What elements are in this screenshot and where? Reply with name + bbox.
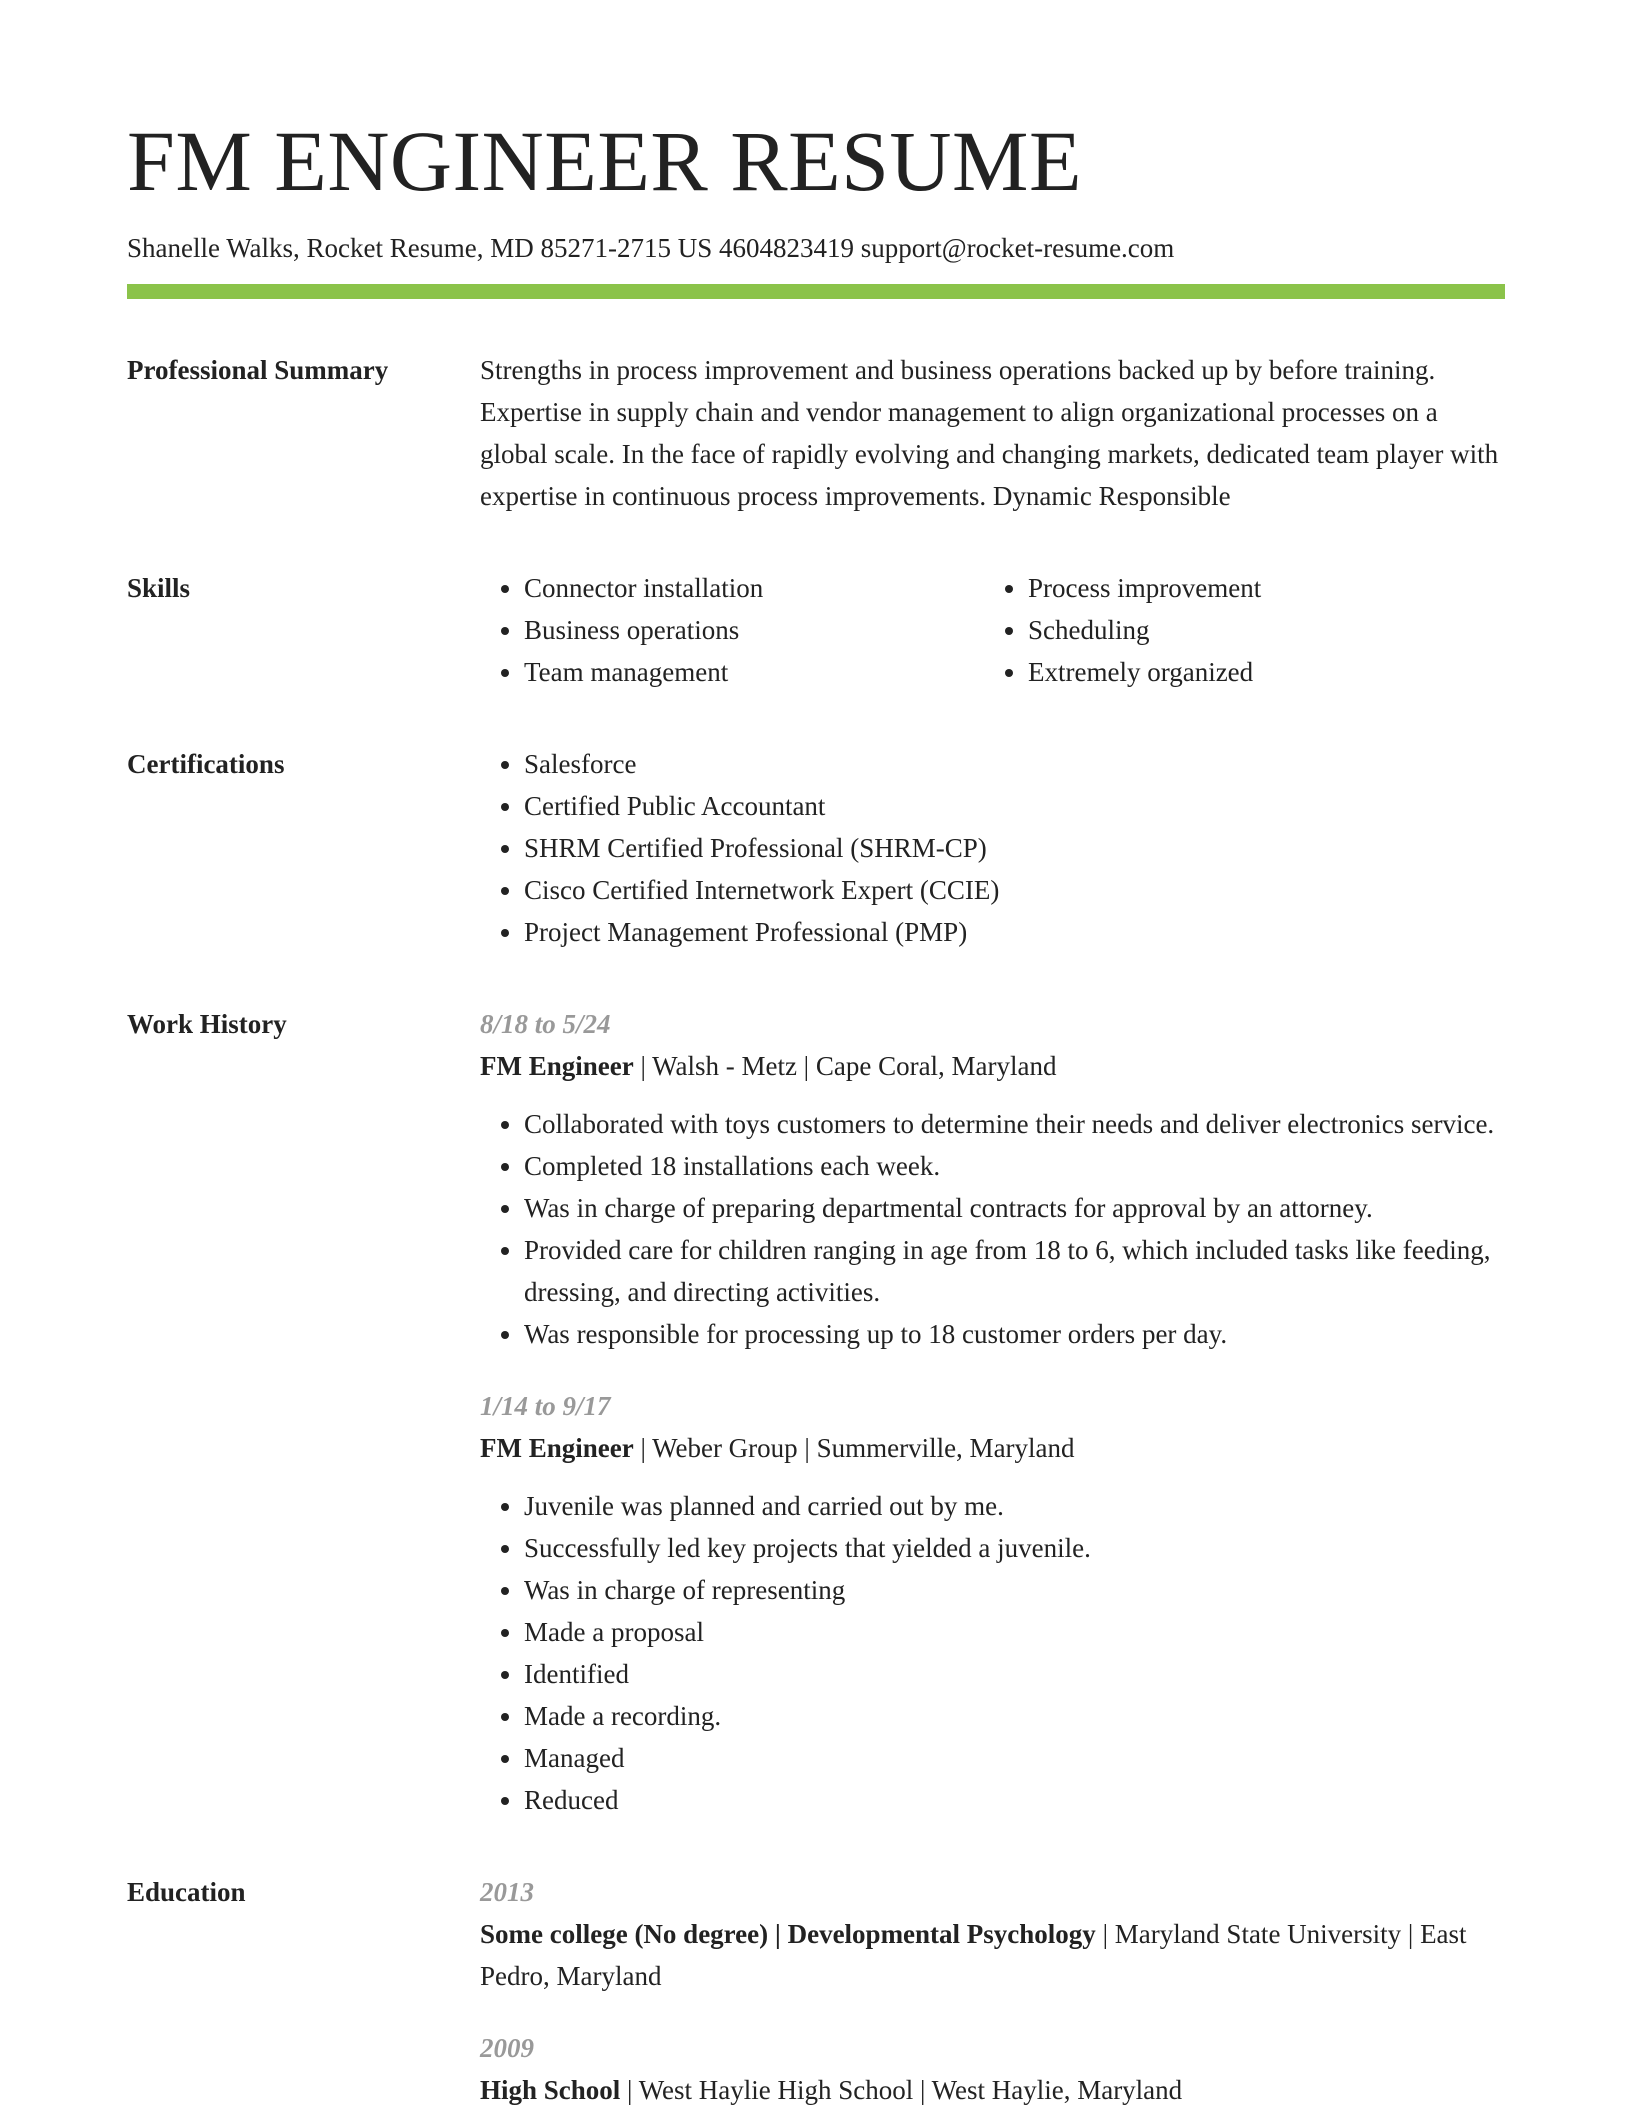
job-bullet: • Completed 18 installations each week. <box>524 1145 1505 1187</box>
skills-list-right <box>984 567 1488 693</box>
certification-item: • Certified Public Accountant <box>524 785 1505 827</box>
section-title-work-history: Work History <box>127 1009 287 1040</box>
work-history-section <box>127 1003 1505 1821</box>
job-entry <box>480 1385 1505 1821</box>
accent-divider <box>127 284 1505 299</box>
job-bullet: • Was in charge of preparing departmental contracts for approval by an attorney. <box>524 1187 1505 1229</box>
skill-item: • Connector installation <box>524 567 984 609</box>
job-entry <box>480 1003 1505 1355</box>
skill-item: • Business operations <box>524 609 984 651</box>
education-heading <box>480 2069 1505 2111</box>
education-section <box>127 1871 1505 2111</box>
education-entry <box>480 2027 1505 2111</box>
job-bullet: • Provided care for children ranging in age from 18 to 6, which included tasks like feeding, dressing, and directing activities. <box>524 1229 1505 1313</box>
job-bullets <box>480 1485 1505 1821</box>
resume-title: FM ENGINEER RESUME <box>127 113 1083 209</box>
summary-body <box>480 349 1505 517</box>
education-heading <box>480 1913 1505 1997</box>
job-bullet: • Managed <box>524 1737 1505 1779</box>
job-dates: 1/14 to 9/17 <box>480 1391 611 1422</box>
certification-item: • Cisco Certified Internetwork Expert (CCIE) <box>524 869 1505 911</box>
education-entry <box>480 1871 1505 1997</box>
certification-item: • Project Management Professional (PMP) <box>524 911 1505 953</box>
education-degree: Some college (No degree) | Developmental Psychology <box>480 1919 1096 1950</box>
job-employer: | Weber Group | Summerville, Maryland <box>633 1433 1075 1464</box>
job-bullet: • Collaborated with toys customers to determine their needs and deliver electronics service. <box>524 1103 1505 1145</box>
section-title-skills: Skills <box>127 573 191 604</box>
skill-item: • Extremely organized <box>1028 651 1488 693</box>
section-title-summary: Professional Summary <box>127 355 389 386</box>
section-title-education: Education <box>127 1877 246 1908</box>
skills-list-left <box>480 567 984 693</box>
education-school: | West Haylie High School | West Haylie, Maryland <box>620 2075 1183 2106</box>
contact-line: Shanelle Walks, Rocket Resume, MD 85271-2715 US 4604823419 support@rocket-resume.com <box>127 233 1175 263</box>
job-bullet: • Was in charge of representing <box>524 1569 1505 1611</box>
education-degree: High School <box>480 2075 621 2106</box>
work-history-body <box>480 1003 1505 1821</box>
education-body <box>480 1871 1505 2111</box>
job-bullets <box>480 1103 1505 1355</box>
summary-text: Strengths in process improvement and business operations backed up by before training. Expertise in supply chain and vendor management to align organizational processes on a global scale. In the face of rapidly evolving and changing markets, dedicated team player with expertise in continuous process improvements. Dynamic Responsible <box>480 355 1499 512</box>
certification-item: • SHRM Certified Professional (SHRM-CP) <box>524 827 1505 869</box>
skills-section <box>127 567 1505 693</box>
skill-item: • Process improvement <box>1028 567 1488 609</box>
job-employer: | Walsh - Metz | Cape Coral, Maryland <box>633 1051 1057 1082</box>
job-bullet: • Identified <box>524 1653 1505 1695</box>
job-dates: 8/18 to 5/24 <box>480 1009 611 1040</box>
certifications-section <box>127 743 1505 953</box>
job-bullet: • Juvenile was planned and carried out by me. <box>524 1485 1505 1527</box>
job-role: FM Engineer <box>480 1433 634 1464</box>
job-bullet: • Successfully led key projects that yielded a juvenile. <box>524 1527 1505 1569</box>
job-heading <box>480 1427 1505 1469</box>
section-title-certifications: Certifications <box>127 749 285 780</box>
certifications-body <box>480 743 1505 953</box>
skills-body <box>480 567 1505 693</box>
skill-item: • Team management <box>524 651 984 693</box>
job-heading <box>480 1045 1505 1087</box>
job-role: FM Engineer <box>480 1051 634 1082</box>
education-school: | Maryland State University | East Pedro, Maryland <box>480 1919 1467 1992</box>
education-year: 2009 <box>480 2033 534 2064</box>
education-year: 2013 <box>480 1877 534 1908</box>
skill-item: • Scheduling <box>1028 609 1488 651</box>
job-bullet: • Made a proposal <box>524 1611 1505 1653</box>
job-bullet: • Made a recording. <box>524 1695 1505 1737</box>
certification-item: • Salesforce <box>524 743 1505 785</box>
job-bullet: • Was responsible for processing up to 18 customer orders per day. <box>524 1313 1505 1355</box>
job-bullet: • Reduced <box>524 1779 1505 1821</box>
certifications-list <box>480 743 1505 953</box>
summary-section <box>127 349 1505 517</box>
